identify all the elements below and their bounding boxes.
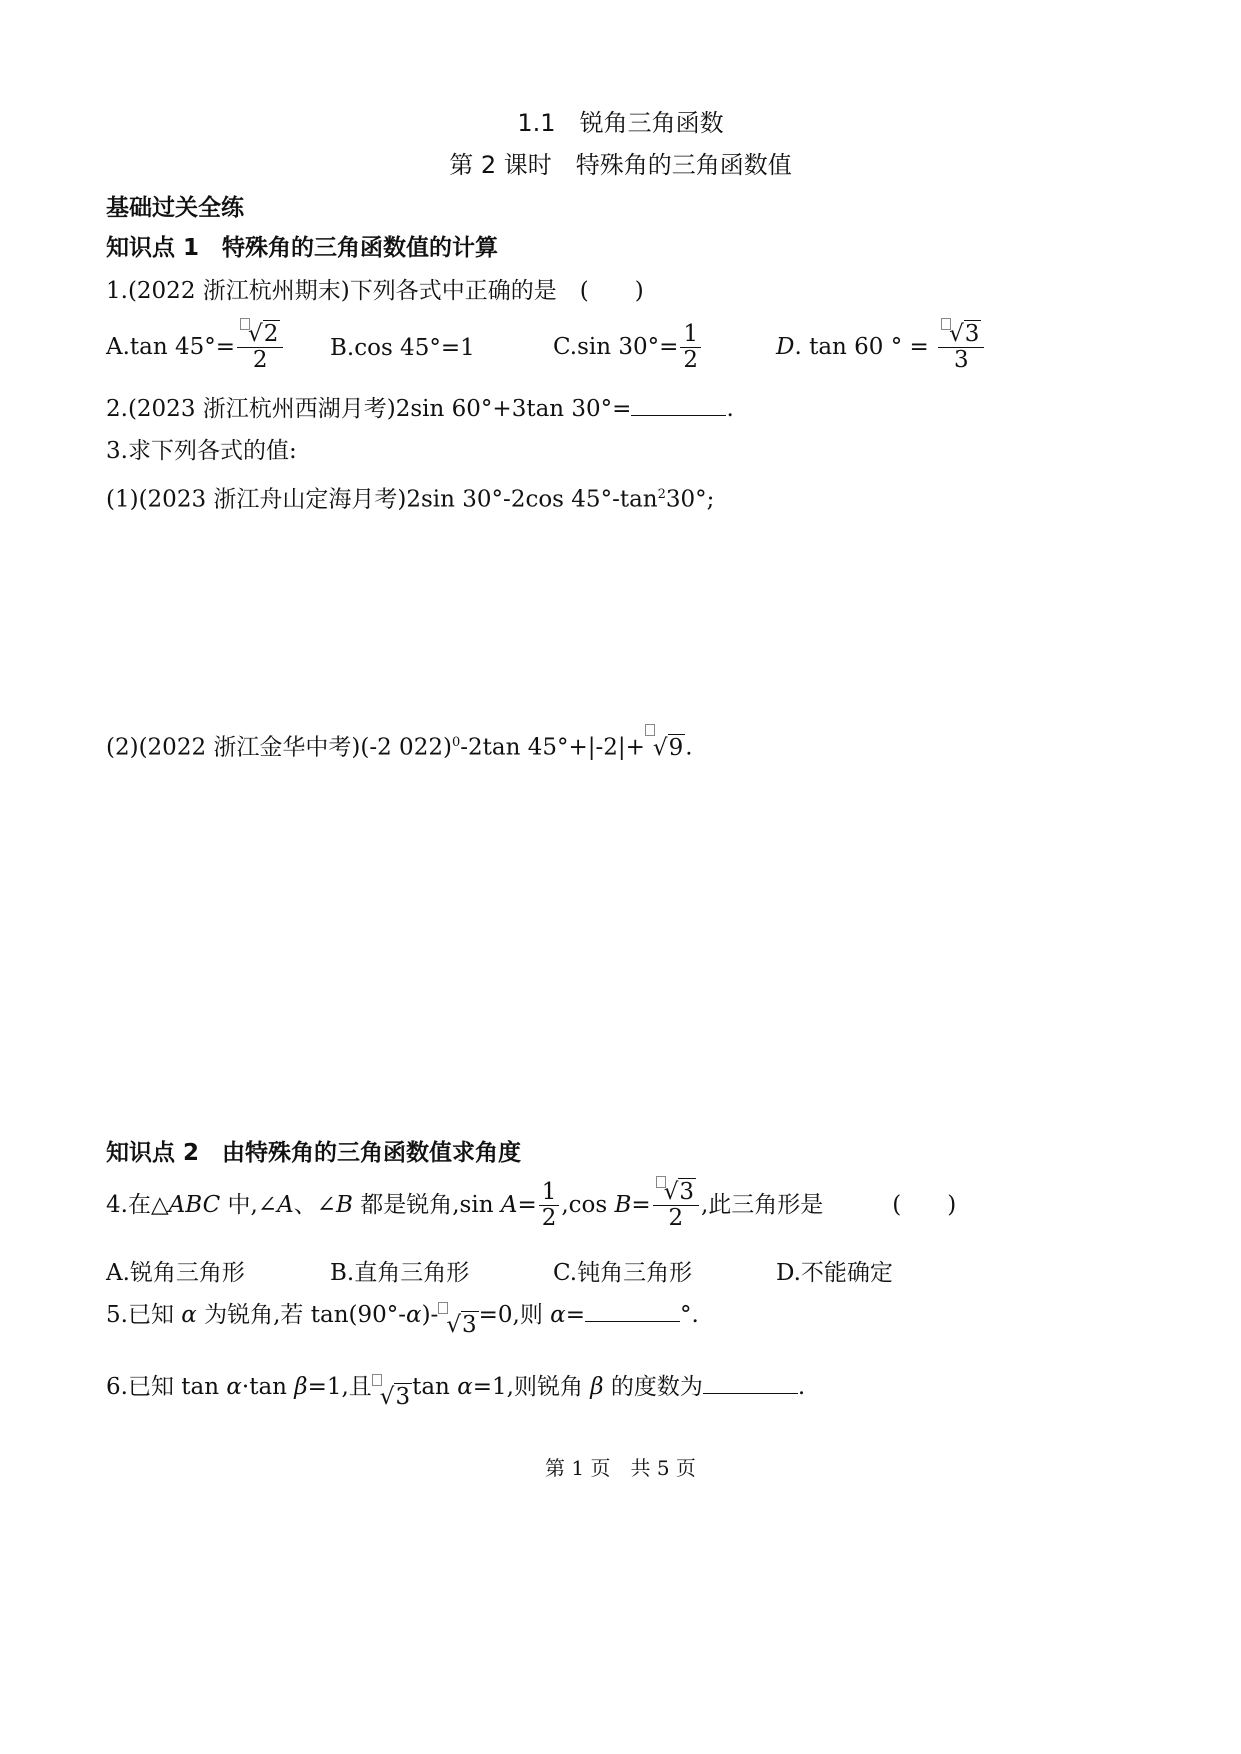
- q4-option-b: B.直角三角形: [330, 1260, 470, 1286]
- q1-option-a: A.tan 45°= $\frac{√2}{2}$: [106, 322, 285, 374]
- question-2: 2.(2023 浙江杭州西湖月考)2sin 60°+3tan 30°= .: [106, 396, 734, 422]
- q4-option-a: A.锐角三角形: [106, 1260, 245, 1286]
- question-1-stem: 1.(2022 浙江杭州期末)下列各式中正确的是 ( ): [106, 278, 644, 304]
- page-title: 1.1 锐角三角函数: [517, 109, 724, 137]
- question-3-part-1: (1)(2023 浙江舟山定海月考)2sin 30°-2cos $45^\circ-\tan^230^\circ$;: [106, 486, 715, 513]
- question-5: 5.已知 α 为锐角,若 tan(90°-α)- √3=0,则 α= °.: [106, 1302, 699, 1338]
- question-3-stem: 3.求下列各式的值:: [106, 438, 297, 464]
- knowledge-point-2: 知识点 2 由特殊角的三角函数值求角度: [106, 1140, 522, 1166]
- knowledge-point-1: 知识点 1 特殊角的三角函数值的计算: [106, 235, 499, 261]
- q1-option-b: B.cos 45°=1: [330, 335, 475, 361]
- answer-blank[interactable]: [631, 395, 726, 416]
- page-footer: 第 1 页 共 5 页: [545, 1456, 696, 1480]
- answer-blank[interactable]: [585, 1301, 680, 1322]
- q1-option-c: C.sin 30°= $\frac{1}{2}$: [553, 322, 703, 374]
- question-6: 6.已知 tan α·tan β=1,且 √3tan α=1,则锐角 β 的度数为 .: [106, 1374, 806, 1410]
- lesson-subtitle: 第 2 课时 特殊角的三角函数值: [449, 151, 792, 179]
- answer-blank[interactable]: [703, 1373, 798, 1394]
- q4-option-c: C.钝角三角形: [553, 1260, 693, 1286]
- question-3-part-2: (2)(2022 浙江金华中考)(-2 022)$^0$-2tan 45°+|-2|+ √9.: [106, 728, 693, 763]
- q4-option-d: D.不能确定: [776, 1260, 893, 1286]
- question-4-stem: 4.在△ABC 中,∠A、∠B 都是锐角,sin A= $\frac{1}{2}$ ,cos B= $\frac{√3}{2}$ ,此三角形是 ( ): [106, 1180, 956, 1232]
- section-title: 基础过关全练: [106, 195, 244, 221]
- q1-option-d: D. tan 60 ° = $\frac{√3}{3}$: [776, 322, 986, 374]
